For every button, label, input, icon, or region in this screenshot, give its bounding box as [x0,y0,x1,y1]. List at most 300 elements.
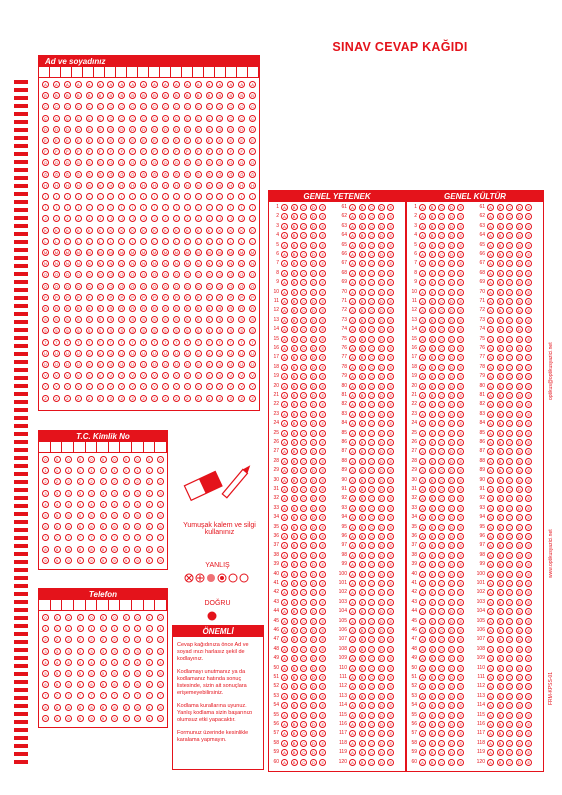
answer-bubble[interactable]: B [291,674,298,681]
answer-bubble[interactable]: D [516,251,523,258]
answer-bubble[interactable]: D [310,204,317,211]
answer-bubble[interactable]: D [516,674,523,681]
answer-bubble[interactable]: E [457,674,464,681]
answer-bubble[interactable]: Y [118,383,125,390]
answer-bubble[interactable]: B [359,317,366,324]
answer-bubble[interactable]: Ö [196,283,200,289]
answer-bubble[interactable]: C [438,420,445,427]
answer-bubble[interactable]: A [419,307,426,314]
answer-bubble[interactable]: D [448,561,455,568]
answer-bubble[interactable]: C [438,542,445,549]
answer-bubble[interactable]: A [349,439,356,446]
answer-bubble[interactable]: P [238,294,245,301]
answer-bubble[interactable]: C [438,749,445,756]
answer-bubble[interactable]: R [42,305,49,312]
answer-bubble[interactable]: B [497,561,504,568]
answer-bubble[interactable]: E [457,618,464,625]
answer-bubble[interactable]: E [107,137,114,144]
answer-bubble[interactable]: O [152,272,157,278]
answer-bubble[interactable]: B [359,759,366,766]
answer-bubble[interactable]: S [107,316,114,323]
answer-bubble[interactable]: 6 [54,681,61,688]
answer-bubble[interactable]: B [497,307,504,314]
answer-bubble[interactable]: S [216,316,223,323]
answer-bubble[interactable]: A [281,458,288,465]
answer-bubble[interactable]: 0 [123,456,130,463]
answer-bubble[interactable]: C [438,336,445,343]
answer-bubble[interactable]: D [195,126,202,133]
answer-bubble[interactable]: A [349,411,356,418]
answer-bubble[interactable]: A [64,81,71,88]
answer-bubble[interactable]: C [438,646,445,653]
answer-bubble[interactable]: D [448,674,455,681]
answer-bubble[interactable]: E [457,345,464,352]
answer-bubble[interactable]: R [118,305,125,312]
answer-bubble[interactable]: B [429,232,436,239]
answer-bubble[interactable]: D [310,636,317,643]
answer-bubble[interactable]: B [359,627,366,634]
answer-bubble[interactable]: E [457,693,464,700]
answer-bubble[interactable]: B [429,561,436,568]
answer-bubble[interactable]: B [429,401,436,408]
answer-bubble[interactable]: B [429,580,436,587]
answer-bubble[interactable]: A [419,354,426,361]
answer-bubble[interactable]: D [53,126,60,133]
answer-bubble[interactable]: V [151,372,158,379]
answer-bubble[interactable]: C [438,204,445,211]
answer-bubble[interactable]: E [53,137,60,144]
answer-bubble[interactable]: L [206,238,213,245]
answer-bubble[interactable]: A [349,242,356,249]
answer-bubble[interactable]: 8 [65,704,72,711]
answer-bubble[interactable]: D [516,655,523,662]
answer-bubble[interactable]: A [281,336,288,343]
answer-bubble[interactable]: E [387,279,394,286]
answer-bubble[interactable]: D [448,383,455,390]
write-box[interactable] [72,67,83,77]
answer-bubble[interactable]: D [310,514,317,521]
answer-bubble[interactable]: 2 [65,636,72,643]
answer-bubble[interactable]: C [438,721,445,728]
answer-bubble[interactable]: A [281,674,288,681]
answer-bubble[interactable]: C [300,420,307,427]
answer-bubble[interactable]: B [359,270,366,277]
answer-bubble[interactable]: A [487,298,494,305]
answer-bubble[interactable]: C [300,646,307,653]
answer-bubble[interactable]: K [129,227,136,234]
answer-bubble[interactable]: U [238,350,245,357]
answer-bubble[interactable]: C [300,232,307,239]
answer-bubble[interactable]: 2 [77,478,84,485]
answer-bubble[interactable]: B [359,674,366,681]
answer-bubble[interactable]: D [310,289,317,296]
answer-bubble[interactable]: B [429,693,436,700]
answer-bubble[interactable]: 9 [100,557,107,564]
answer-bubble[interactable]: A [487,655,494,662]
answer-bubble[interactable]: B [429,674,436,681]
answer-bubble[interactable]: 6 [157,681,164,688]
answer-bubble[interactable]: U [173,350,180,357]
answer-bubble[interactable]: 3 [157,490,164,497]
answer-bubble[interactable]: B [429,242,436,249]
answer-bubble[interactable]: A [281,542,288,549]
answer-bubble[interactable]: E [387,477,394,484]
answer-bubble[interactable]: E [387,364,394,371]
answer-bubble[interactable]: C [300,721,307,728]
answer-bubble[interactable]: D [310,279,317,286]
answer-bubble[interactable]: A [281,270,288,277]
answer-bubble[interactable]: E [319,411,326,418]
answer-bubble[interactable]: 9 [123,715,130,722]
answer-bubble[interactable]: E [525,495,532,502]
answer-bubble[interactable]: E [457,467,464,474]
answer-bubble[interactable]: P [107,294,114,301]
answer-bubble[interactable]: U [162,350,169,357]
answer-bubble[interactable]: D [378,364,385,371]
answer-bubble[interactable]: E [319,505,326,512]
answer-bubble[interactable]: E [387,411,394,418]
answer-bubble[interactable]: R [216,305,223,312]
answer-bubble[interactable]: B [497,242,504,249]
answer-bubble[interactable]: P [195,294,202,301]
answer-bubble[interactable]: D [310,599,317,606]
answer-bubble[interactable]: 1 [146,467,153,474]
write-box[interactable] [120,600,132,610]
answer-bubble[interactable]: A [419,289,426,296]
answer-bubble[interactable]: D [378,721,385,728]
answer-bubble[interactable]: T [53,339,60,346]
answer-bubble[interactable]: C [129,103,136,110]
answer-bubble[interactable]: 8 [65,546,72,553]
answer-bubble[interactable]: R [238,305,245,312]
answer-bubble[interactable]: 9 [77,557,84,564]
answer-bubble[interactable]: B [42,92,49,99]
answer-bubble[interactable]: D [310,270,317,277]
answer-bubble[interactable]: Ö [43,283,48,289]
answer-bubble[interactable]: R [64,305,71,312]
answer-bubble[interactable]: C [300,345,307,352]
answer-bubble[interactable]: D [448,599,455,606]
answer-bubble[interactable]: A [419,608,426,615]
answer-bubble[interactable]: E [457,326,464,333]
answer-bubble[interactable]: Ç [64,115,71,122]
answer-bubble[interactable]: D [448,364,455,371]
answer-bubble[interactable]: B [291,665,298,672]
answer-bubble[interactable]: Ğ [87,171,91,177]
answer-bubble[interactable]: 7 [123,534,130,541]
answer-bubble[interactable]: N [42,260,49,267]
answer-bubble[interactable]: E [387,232,394,239]
answer-bubble[interactable]: D [310,655,317,662]
answer-bubble[interactable]: T [97,339,104,346]
answer-bubble[interactable]: O [76,272,80,278]
answer-bubble[interactable]: B [497,467,504,474]
answer-bubble[interactable]: D [448,740,455,747]
answer-bubble[interactable]: H [64,182,71,189]
answer-bubble[interactable]: C [227,103,234,110]
answer-bubble[interactable]: J [151,215,158,222]
answer-bubble[interactable]: D [378,204,385,211]
answer-bubble[interactable]: D [516,364,523,371]
answer-bubble[interactable]: E [387,618,394,625]
answer-bubble[interactable]: G [229,160,233,166]
answer-bubble[interactable]: C [300,505,307,512]
answer-bubble[interactable]: E [457,599,464,606]
answer-bubble[interactable]: B [497,524,504,531]
answer-bubble[interactable]: C [368,439,375,446]
answer-bubble[interactable]: D [516,345,523,352]
answer-bubble[interactable]: E [525,552,532,559]
answer-bubble[interactable]: L [238,238,245,245]
answer-bubble[interactable]: A [349,270,356,277]
answer-bubble[interactable]: Y [140,383,147,390]
answer-bubble[interactable]: B [429,458,436,465]
answer-bubble[interactable]: J [118,215,125,222]
answer-bubble[interactable]: D [378,448,385,455]
answer-bubble[interactable]: B [497,232,504,239]
answer-bubble[interactable]: E [319,571,326,578]
answer-bubble[interactable]: C [206,103,213,110]
answer-bubble[interactable]: E [525,232,532,239]
answer-bubble[interactable]: E [319,665,326,672]
answer-bubble[interactable]: A [487,401,494,408]
write-box[interactable] [138,67,149,77]
answer-bubble[interactable]: J [107,215,114,222]
answer-bubble[interactable]: 1 [157,625,164,632]
answer-bubble[interactable]: E [457,411,464,418]
answer-bubble[interactable]: V [216,372,223,379]
answer-bubble[interactable]: L [129,238,136,245]
write-box[interactable] [105,67,116,77]
answer-bubble[interactable]: Ğ [163,171,167,177]
answer-bubble[interactable]: M [43,250,48,255]
answer-bubble[interactable]: 4 [42,659,49,666]
answer-bubble[interactable]: B [497,655,504,662]
answer-bubble[interactable]: C [300,683,307,690]
answer-bubble[interactable]: 6 [111,523,118,530]
answer-bubble[interactable]: B [359,232,366,239]
answer-bubble[interactable]: E [195,137,202,144]
answer-bubble[interactable]: Ö [65,283,69,289]
answer-bubble[interactable]: C [300,636,307,643]
answer-bubble[interactable]: R [86,305,93,312]
answer-bubble[interactable]: Y [195,383,202,390]
answer-bubble[interactable]: P [97,294,104,301]
answer-bubble[interactable]: A [487,373,494,380]
answer-bubble[interactable]: N [97,260,104,267]
answer-bubble[interactable]: C [300,204,307,211]
answer-bubble[interactable]: B [291,589,298,596]
answer-bubble[interactable]: B [497,636,504,643]
answer-bubble[interactable]: A [487,270,494,277]
answer-bubble[interactable]: C [506,580,513,587]
answer-bubble[interactable]: D [448,665,455,672]
answer-bubble[interactable]: C [300,524,307,531]
answer-bubble[interactable]: C [368,392,375,399]
answer-bubble[interactable]: B [429,279,436,286]
answer-bubble[interactable]: I [184,193,191,200]
answer-bubble[interactable]: 4 [111,659,118,666]
answer-bubble[interactable]: A [487,289,494,296]
answer-bubble[interactable]: E [457,495,464,502]
answer-bubble[interactable]: T [42,339,49,346]
answer-bubble[interactable]: E [525,345,532,352]
answer-bubble[interactable]: B [497,749,504,756]
answer-bubble[interactable]: E [457,561,464,568]
answer-bubble[interactable]: D [378,336,385,343]
answer-bubble[interactable]: 5 [54,512,61,519]
answer-bubble[interactable]: B [359,251,366,258]
answer-bubble[interactable]: E [319,749,326,756]
answer-bubble[interactable]: V [75,372,82,379]
answer-bubble[interactable]: C [506,477,513,484]
write-box[interactable] [62,600,74,610]
answer-bubble[interactable]: A [419,646,426,653]
answer-bubble[interactable]: A [349,636,356,643]
answer-bubble[interactable]: B [429,430,436,437]
answer-bubble[interactable]: A [281,223,288,230]
answer-bubble[interactable]: D [378,326,385,333]
answer-bubble[interactable]: K [249,227,256,234]
answer-bubble[interactable]: B [359,392,366,399]
answer-bubble[interactable]: A [487,627,494,634]
answer-bubble[interactable]: E [457,646,464,653]
answer-bubble[interactable]: 2 [157,478,164,485]
answer-bubble[interactable]: D [448,646,455,653]
write-box[interactable] [132,442,144,452]
write-box[interactable] [61,67,72,77]
answer-bubble[interactable]: M [163,250,168,255]
answer-bubble[interactable]: C [438,430,445,437]
answer-bubble[interactable]: B [291,411,298,418]
answer-bubble[interactable]: 7 [42,534,49,541]
write-box[interactable] [39,600,51,610]
answer-bubble[interactable]: 8 [134,546,141,553]
answer-bubble[interactable]: Ç [227,115,234,122]
answer-bubble[interactable]: B [359,411,366,418]
answer-bubble[interactable]: C [506,627,513,634]
answer-bubble[interactable]: J [140,215,147,222]
answer-bubble[interactable]: D [310,223,317,230]
answer-bubble[interactable]: A [487,251,494,258]
answer-bubble[interactable]: 7 [134,534,141,541]
answer-bubble[interactable]: C [368,204,375,211]
answer-bubble[interactable]: B [291,655,298,662]
answer-bubble[interactable]: B [359,618,366,625]
answer-bubble[interactable]: B [497,392,504,399]
answer-bubble[interactable]: 4 [134,501,141,508]
answer-bubble[interactable]: 7 [100,534,107,541]
answer-bubble[interactable]: D [448,223,455,230]
answer-bubble[interactable]: D [378,477,385,484]
answer-bubble[interactable]: C [438,213,445,220]
answer-bubble[interactable]: Ğ [54,171,58,177]
answer-bubble[interactable]: B [291,749,298,756]
answer-bubble[interactable]: B [429,533,436,540]
answer-bubble[interactable]: D [310,242,317,249]
answer-bubble[interactable]: F [249,148,256,155]
answer-bubble[interactable]: C [438,232,445,239]
answer-bubble[interactable]: A [349,514,356,521]
answer-bubble[interactable]: P [227,294,234,301]
answer-bubble[interactable]: A [281,618,288,625]
answer-bubble[interactable]: P [184,294,191,301]
answer-bubble[interactable]: K [140,227,147,234]
answer-bubble[interactable]: 7 [111,534,118,541]
answer-bubble[interactable]: I [129,193,136,200]
answer-bubble[interactable]: A [349,495,356,502]
answer-bubble[interactable]: 5 [65,670,72,677]
answer-bubble[interactable]: C [238,103,245,110]
answer-bubble[interactable]: Ü [42,361,49,368]
answer-bubble[interactable]: Y [162,383,169,390]
answer-bubble[interactable]: D [516,373,523,380]
answer-bubble[interactable]: B [291,401,298,408]
answer-bubble[interactable]: B [429,702,436,709]
answer-bubble[interactable]: D [516,260,523,267]
answer-bubble[interactable]: U [86,350,93,357]
answer-bubble[interactable]: B [291,514,298,521]
answer-bubble[interactable]: E [319,721,326,728]
answer-bubble[interactable]: E [319,712,326,719]
answer-bubble[interactable]: 0 [157,456,164,463]
answer-bubble[interactable]: A [281,279,288,286]
answer-bubble[interactable]: 4 [100,659,107,666]
answer-bubble[interactable]: B [497,373,504,380]
answer-bubble[interactable]: Ş [140,327,147,334]
answer-bubble[interactable]: S [206,316,213,323]
answer-bubble[interactable]: A [281,242,288,249]
answer-bubble[interactable]: B [429,665,436,672]
answer-bubble[interactable]: E [457,571,464,578]
answer-bubble[interactable]: C [438,665,445,672]
answer-bubble[interactable]: B [429,683,436,690]
answer-bubble[interactable]: E [525,683,532,690]
answer-bubble[interactable]: D [378,495,385,502]
answer-bubble[interactable]: M [152,250,157,255]
answer-bubble[interactable]: B [497,411,504,418]
answer-bubble[interactable]: N [162,260,169,267]
answer-bubble[interactable]: D [516,326,523,333]
answer-bubble[interactable]: E [457,307,464,314]
answer-bubble[interactable]: 8 [54,704,61,711]
answer-bubble[interactable]: A [281,730,288,737]
answer-bubble[interactable]: B [497,364,504,371]
answer-bubble[interactable]: N [249,260,256,267]
answer-bubble[interactable]: 1 [111,467,118,474]
answer-bubble[interactable]: A [281,439,288,446]
answer-bubble[interactable]: A [86,81,93,88]
answer-bubble[interactable]: A [419,392,426,399]
answer-bubble[interactable]: B [291,683,298,690]
answer-bubble[interactable]: A [419,636,426,643]
answer-bubble[interactable]: Z [195,395,202,402]
answer-bubble[interactable]: E [457,260,464,267]
answer-bubble[interactable]: U [64,350,71,357]
answer-bubble[interactable]: H [140,182,147,189]
answer-bubble[interactable]: Z [162,395,169,402]
answer-bubble[interactable]: Ü [162,361,169,368]
answer-bubble[interactable]: A [349,533,356,540]
answer-bubble[interactable]: C [300,439,307,446]
answer-bubble[interactable]: B [118,92,125,99]
answer-bubble[interactable]: C [42,103,49,110]
answer-bubble[interactable]: S [75,316,82,323]
answer-bubble[interactable]: C [300,655,307,662]
answer-bubble[interactable]: D [516,448,523,455]
answer-bubble[interactable]: M [141,250,146,255]
answer-bubble[interactable]: A [75,81,82,88]
